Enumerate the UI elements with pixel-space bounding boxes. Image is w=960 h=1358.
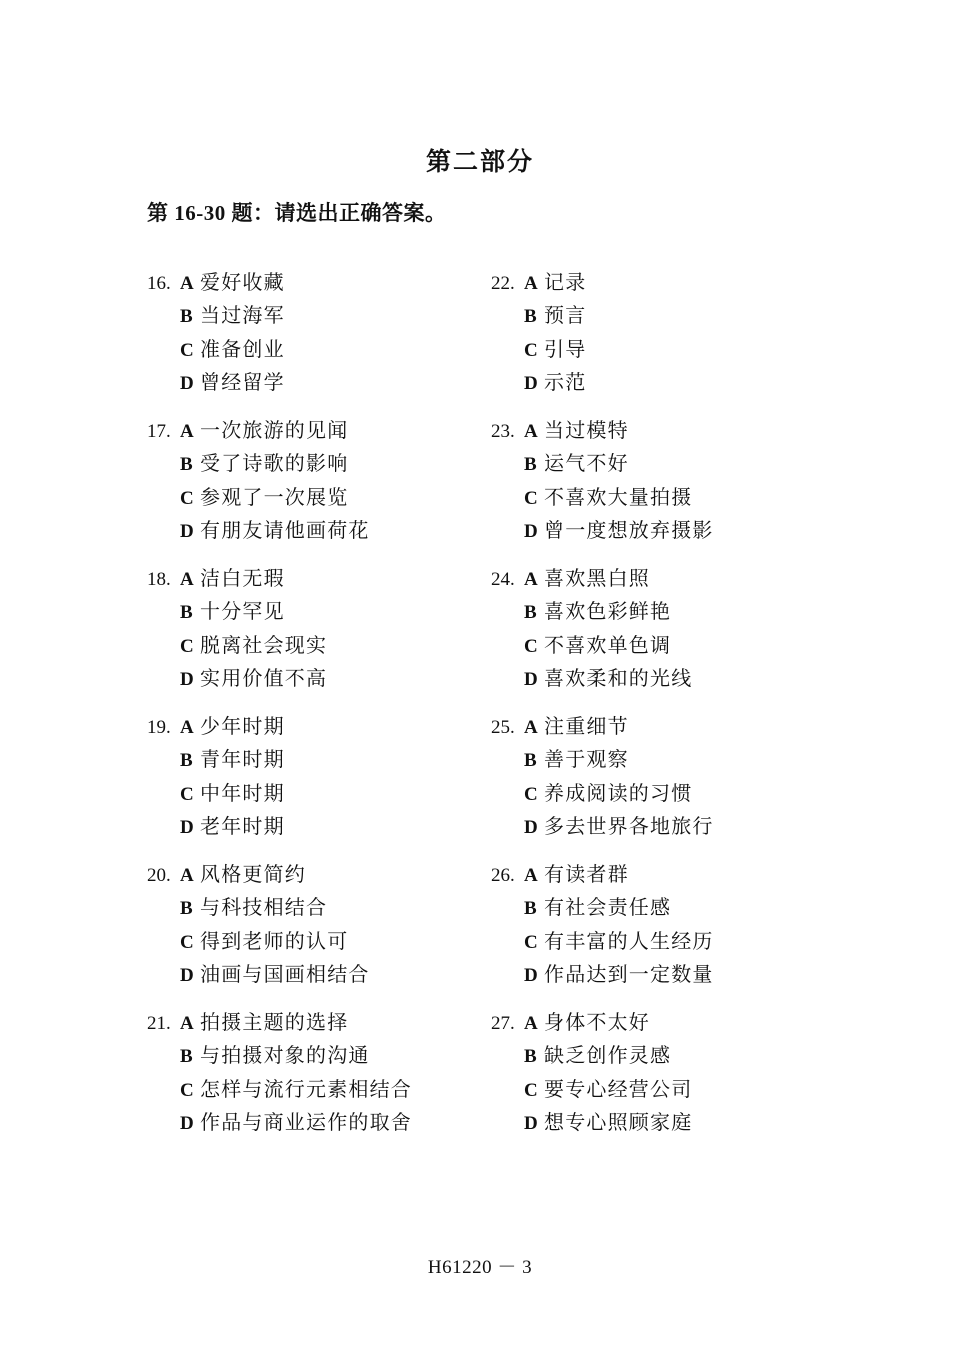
option-text: 身体不太好: [544, 1012, 650, 1034]
option-text: 中年时期: [200, 782, 285, 805]
option-text: 得到老师的认可: [200, 930, 349, 953]
option-text: 爱好收藏: [200, 272, 285, 294]
question-number: 19.: [147, 717, 171, 738]
option-letter: A: [524, 273, 538, 294]
option-letter: C: [524, 487, 538, 509]
option-text: 曾经留学: [200, 371, 285, 394]
option-text: 喜欢色彩鲜艳: [544, 601, 672, 624]
option-text: 善于观察: [544, 749, 629, 772]
option-text: 有丰富的人生经历: [544, 930, 714, 953]
option-text: 引导: [544, 338, 587, 361]
question-number: 21.: [147, 1013, 171, 1034]
option-text: 作品与商业运作的取舍: [200, 1111, 412, 1134]
option-text: 记录: [544, 272, 587, 294]
option-text: 洁白无瑕: [200, 568, 285, 590]
option-letter: D: [524, 816, 538, 838]
option-text: 有朋友请他画荷花: [200, 519, 370, 542]
option-letter: C: [524, 1079, 538, 1101]
option-text: 怎样与流行元素相结合: [200, 1078, 412, 1101]
option-letter: C: [180, 487, 194, 509]
option-text: 少年时期: [200, 716, 285, 738]
question-number: 23.: [491, 421, 515, 442]
question-number: 18.: [147, 569, 171, 590]
option-letter: A: [524, 717, 538, 738]
option-text: 作品达到一定数量: [544, 963, 714, 986]
option-text: 实用价值不高: [200, 667, 328, 690]
option-letter: D: [524, 372, 538, 394]
option-letter: D: [180, 816, 194, 838]
option-text: 与科技相结合: [200, 897, 328, 920]
option-text: 注重细节: [544, 716, 629, 738]
option-text: 不喜欢单色调: [544, 634, 672, 657]
option-letter: A: [524, 865, 538, 886]
option-text: 青年时期: [200, 749, 285, 772]
option-letter: C: [524, 783, 538, 805]
option-text: 要专心经营公司: [544, 1078, 693, 1101]
option-text: 不喜欢大量拍摄: [544, 486, 693, 509]
option-text: 养成阅读的习惯: [544, 782, 693, 805]
option-letter: D: [524, 668, 538, 690]
option-text: 喜欢柔和的光线: [544, 667, 693, 690]
option-letter: B: [180, 306, 193, 328]
option-letter: C: [180, 783, 194, 805]
option-text: 当过海军: [200, 305, 285, 328]
page-title: [0, 146, 960, 180]
option-text: 缺乏创作灵感: [544, 1045, 672, 1068]
option-letter: A: [180, 421, 194, 442]
question-number: 20.: [147, 865, 171, 886]
option-letter: D: [524, 1112, 538, 1134]
option-letter: C: [524, 635, 538, 657]
option-text: 示范: [544, 371, 587, 394]
option-text: 曾一度想放弃摄影: [544, 519, 714, 542]
option-letter: D: [524, 520, 538, 542]
question-number: 22.: [491, 273, 515, 294]
option-letter: B: [524, 454, 537, 476]
option-text: 喜欢黑白照: [544, 568, 650, 590]
question-number: 17.: [147, 421, 171, 442]
option-text: 十分罕见: [200, 601, 285, 624]
option-letter: C: [180, 931, 194, 953]
option-letter: D: [180, 1112, 194, 1134]
option-letter: D: [180, 668, 194, 690]
option-text: 拍摄主题的选择: [200, 1012, 349, 1034]
option-text: 老年时期: [200, 815, 285, 838]
option-text: 想专心照顾家庭: [544, 1111, 693, 1134]
option-letter: B: [524, 898, 537, 920]
option-text: 准备创业: [200, 338, 285, 361]
option-text: 有社会责任感: [544, 897, 672, 920]
option-letter: D: [180, 520, 194, 542]
option-letter: B: [524, 602, 537, 624]
option-text: 受了诗歌的影响: [200, 453, 349, 476]
option-letter: B: [524, 1046, 537, 1068]
question-number: 27.: [491, 1013, 515, 1034]
option-letter: A: [524, 421, 538, 442]
question-number: 16.: [147, 273, 171, 294]
option-letter: A: [180, 717, 194, 738]
option-text: 脱离社会现实: [200, 634, 328, 657]
page-title-text: 第二部分: [425, 149, 534, 176]
option-text: 预言: [544, 305, 587, 328]
option-text: 多去世界各地旅行: [544, 815, 714, 838]
option-letter: C: [180, 1079, 194, 1101]
question-number: 26.: [491, 865, 515, 886]
option-letter: B: [180, 750, 193, 772]
option-letter: B: [524, 750, 537, 772]
option-letter: B: [180, 454, 193, 476]
option-letter: A: [524, 1013, 538, 1034]
option-letter: C: [180, 635, 194, 657]
option-text: 运气不好: [544, 453, 629, 476]
option-letter: B: [524, 306, 537, 328]
option-letter: C: [524, 931, 538, 953]
option-letter: C: [524, 339, 538, 361]
instruction-line: 第 16-30 题：请选出正确答案。: [147, 201, 447, 225]
option-letter: A: [524, 569, 538, 590]
option-text: 有读者群: [544, 864, 629, 886]
option-letter: B: [180, 1046, 193, 1068]
option-letter: D: [524, 964, 538, 986]
option-text: 一次旅游的见闻: [200, 420, 349, 442]
option-letter: A: [180, 865, 194, 886]
option-letter: A: [180, 273, 194, 294]
option-text: 参观了一次展览: [200, 486, 349, 509]
option-letter: C: [180, 339, 194, 361]
question-number: 25.: [491, 717, 515, 738]
option-text: 当过模特: [544, 420, 629, 442]
option-letter: A: [180, 1013, 194, 1034]
option-letter: B: [180, 898, 193, 920]
option-letter: D: [180, 372, 194, 394]
option-letter: D: [180, 964, 194, 986]
option-text: 与拍摄对象的沟通: [200, 1045, 370, 1068]
option-text: 油画与国画相结合: [200, 963, 370, 986]
option-letter: B: [180, 602, 193, 624]
option-text: 风格更简约: [200, 864, 306, 886]
option-letter: A: [180, 569, 194, 590]
question-number: 24.: [491, 569, 515, 590]
page-footer: H61220 － 3: [427, 1257, 533, 1278]
